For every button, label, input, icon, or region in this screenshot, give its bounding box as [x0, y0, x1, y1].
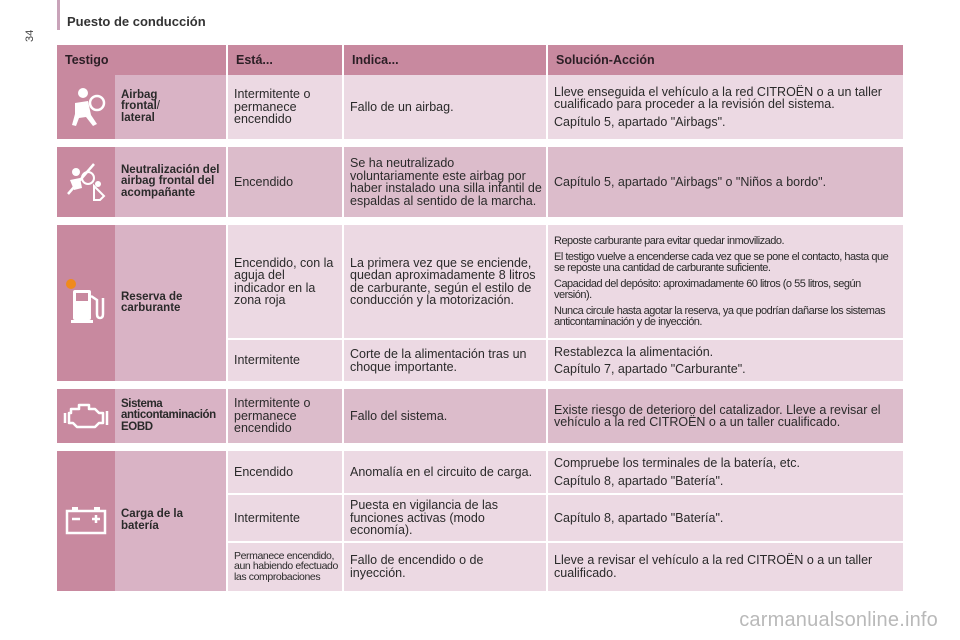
- header-testigo: Testigo: [57, 45, 228, 75]
- battery-esta-1: Encendido: [228, 451, 344, 495]
- fuel-indica-1: La primera vez que se enciende, quedan aproximadamente 8 litros de carburante, según el estilo de conducción y la motorización.: [344, 225, 548, 340]
- battery-solucion-1: [548, 451, 903, 495]
- neutral-icon-cell: [57, 147, 115, 219]
- neutral-indica: Se ha neutralizado voluntariamente este airbag por haber instalado una silla infantil de espaldas al sentido de la marcha.: [344, 147, 548, 219]
- airbag-sol-2: Capítulo 5, apartado "Airbags".: [554, 114, 726, 129]
- battery-indica-3: Fallo de encendido o de inyección.: [344, 543, 548, 593]
- battery-icon: [64, 505, 108, 537]
- airbag-name: [115, 75, 228, 141]
- airbag-icon-cell: [57, 75, 115, 141]
- fuel-sol-3: Capacidad del depósito: aproximadamente 60 litros (o 55 litros, según versión).: [554, 277, 861, 301]
- fuel-indica-2: Corte de la alimentación tras un choque importante.: [344, 340, 548, 383]
- battery-icon-cell: [57, 451, 115, 593]
- header-esta: Está...: [228, 45, 344, 75]
- eobd-name: Sistema anticontaminación EOBD: [115, 389, 228, 445]
- engine-check-icon: [63, 399, 109, 433]
- neutral-name: Neutralización del airbag frontal del acompañante: [115, 147, 228, 219]
- fuel-esta-1: Encendido, con la aguja del indicador en la zona roja: [228, 225, 344, 340]
- table-header-row: [57, 45, 903, 75]
- header-indica: Indica...: [344, 45, 548, 75]
- fuel-solucion-1: [548, 225, 903, 340]
- watermark: carmanualsonline.info: [739, 609, 938, 631]
- fuel-sol-1: Reposte carburante para evitar quedar inmovilizado.: [554, 234, 785, 247]
- battery-indica-2: Puesta en vigilancia de las funciones activas (modo economía).: [344, 495, 548, 543]
- warning-lights-table: [57, 45, 903, 593]
- fuel-icon-cell: [57, 225, 115, 383]
- fuel-sol-6: Capítulo 7, apartado "Carburante".: [554, 362, 746, 376]
- neutral-esta: Encendido: [228, 147, 344, 219]
- fuel-sol-4: Nunca circule hasta agotar la reserva, ya que podrían dañarse los sistemas anticontaminación y de inyección.: [554, 304, 886, 328]
- eobd-solucion: Existe riesgo de deterioro del catalizador. Lleve a revisar el vehículo a la red CITROËN o a un taller cualificado.: [548, 389, 903, 445]
- table-row: [57, 225, 903, 340]
- airbag-name-d: lateral: [121, 111, 155, 124]
- fuel-solucion-2: [548, 340, 903, 383]
- airbag-indica: Fallo de un airbag.: [344, 75, 548, 141]
- header-accent-bar: [57, 0, 60, 30]
- battery-sol-2: Capítulo 8, apartado "Batería".: [554, 473, 724, 488]
- table-row: [57, 75, 903, 141]
- header-solucion: Solución-Acción: [548, 45, 903, 75]
- fuel-sol-5: Restablezca la alimentación.: [554, 344, 714, 359]
- alert-dot: [66, 279, 76, 289]
- eobd-icon-cell: [57, 389, 115, 445]
- airbag-name-a: Airbag: [121, 88, 158, 101]
- battery-sol-1: Compruebe los terminales de la batería, etc.: [554, 456, 800, 470]
- battery-solucion-2: Capítulo 8, apartado "Batería".: [548, 495, 903, 543]
- fuel-esta-2: Intermitente: [228, 340, 344, 383]
- eobd-esta: Intermitente o permanece encendido: [228, 389, 344, 445]
- airbag-warning-icon: [66, 86, 106, 128]
- table-row: [57, 451, 903, 495]
- page-number: 34: [24, 29, 36, 42]
- eobd-indica: Fallo del sistema.: [344, 389, 548, 445]
- fuel-sol-2: El testigo vuelve a encenderse cada vez que se pone el contacto, hasta que se reposte una cantidad de carburante suficiente.: [554, 250, 889, 274]
- battery-name: Carga de la batería: [115, 451, 228, 593]
- battery-indica-1: Anomalía en el circuito de carga.: [344, 451, 548, 495]
- battery-esta-2: Intermitente: [228, 495, 344, 543]
- airbag-solucion: [548, 75, 903, 141]
- battery-solucion-3: Lleve a revisar el vehículo a la red CITROËN o a un taller cualificado.: [548, 543, 903, 593]
- table-row: [57, 147, 903, 219]
- airbag-sol-1: Lleve enseguida el vehículo a la red CITROËN o a un taller cualificado para proceder a la revisión del sistema.: [554, 84, 882, 112]
- table-row: [57, 389, 903, 445]
- neutral-solucion: Capítulo 5, apartado "Airbags" o "Niños a bordo".: [548, 147, 903, 219]
- fuel-name: Reserva de carburante: [115, 225, 228, 383]
- airbag-esta: Intermitente o permanece encendido: [228, 75, 344, 141]
- airbag-name-b: frontal: [121, 100, 157, 113]
- airbag-name-c: /: [156, 100, 160, 113]
- passenger-airbag-off-icon: [64, 160, 108, 204]
- section-title: Puesto de conducción: [67, 14, 206, 29]
- fuel-pump-icon: [63, 278, 109, 328]
- battery-esta-3: Permanece encendido, aun habiendo efectuado las comprobaciones: [228, 543, 344, 593]
